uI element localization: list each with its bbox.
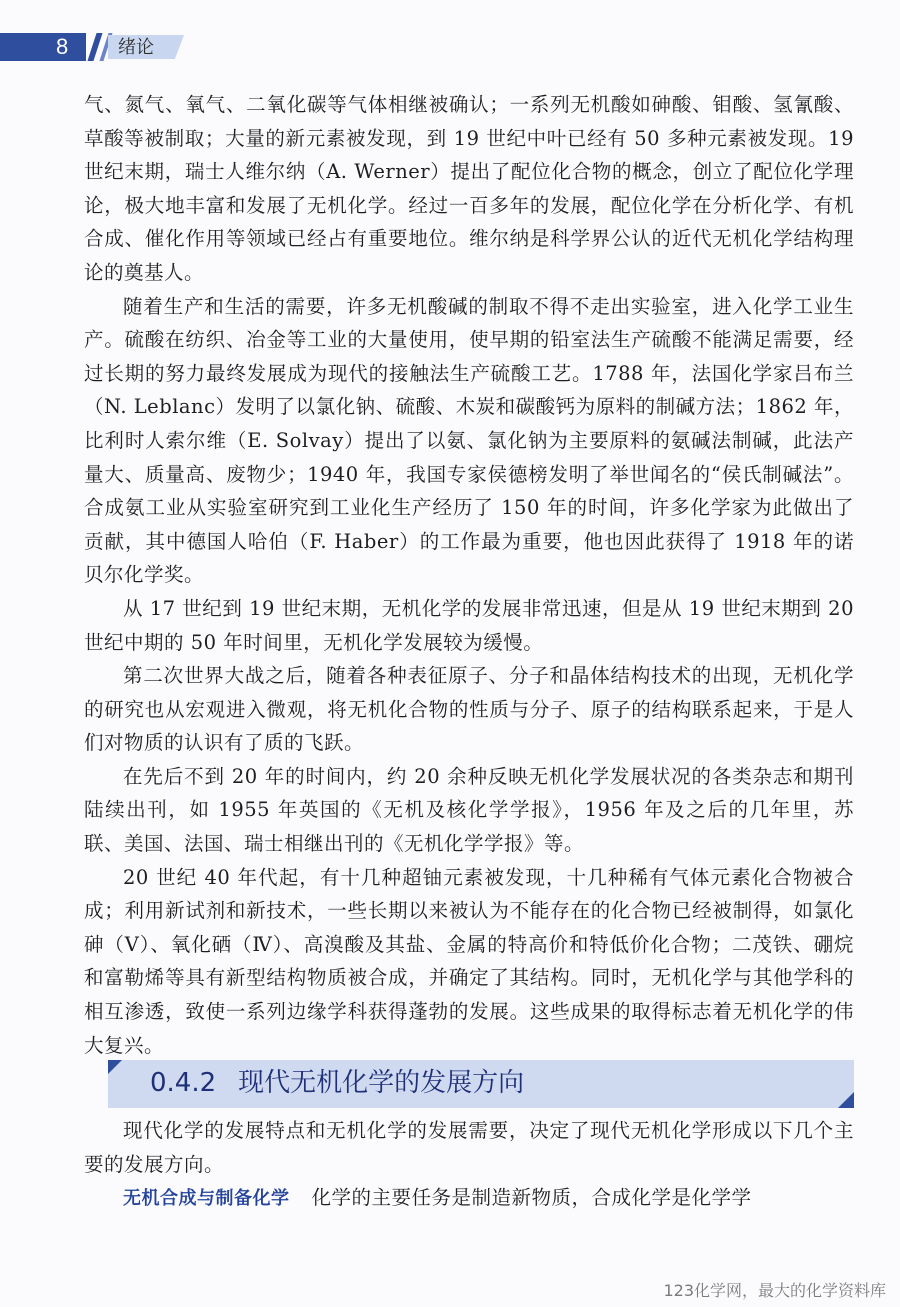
banner-corner-decoration	[838, 1092, 854, 1108]
section-banner	[108, 1060, 854, 1108]
section-body	[84, 1114, 854, 1216]
paragraph: 随着生产和生活的需要，许多无机酸碱的制取不得不走出实验室，进入化学工业生产。硫酸在纺织、冶金等工业的大量使用，使早期的铅室法生产硫酸不能满足需要，经过长期的努力最终发展成为现代的接触法生产硫酸工艺。1788 年，法国化学家吕布兰（N. Leblanc）发明了以氯化钠、硫酸、木炭和碳酸钙为原料的制碱方法；1862 年，比利时人索尔维（E. Solvay）提出了以氨、氯化钠为主要原料的氨碱法制碱，此法产量大、质量高、废物少；1940 年，我国专家侯德榜发明了举世闻名的“侯氏制碱法”。合成氨工业从实验室研究到工业化生产经历了 150 年的时间，许多化学家为此做出了贡献，其中德国人哈伯（F. Haber）的工作最为重要，他也因此获得了 1918 年的诺贝尔化学奖。	[84, 294, 854, 587]
paragraph: 在先后不到 20 年的时间内，约 20 余种反映无机化学发展状况的各类杂志和期刊陆续出刊，如 1955 年英国的《无机及核化学学报》，1956 年及之后的几年里，苏联、美国、法国、瑞士相继出刊的《无机化学学报》等。	[84, 764, 854, 856]
page-number-block	[0, 33, 86, 61]
paragraph: 现代化学的发展特点和无机化学的发展需要，决定了现代无机化学形成以下几个主要的发展方向。	[84, 1119, 854, 1176]
page-number: 8	[56, 34, 69, 59]
chapter-title: 绪论	[118, 37, 154, 58]
subsection-heading: 无机合成与制备化学	[123, 1188, 290, 1210]
section-number: 0.4.2	[150, 1068, 217, 1098]
subsection-text: 化学的主要任务是制造新物质，合成化学是化学学	[311, 1186, 752, 1210]
paragraph: 第二次世界大战之后，随着各种表征原子、分子和晶体结构技术的出现，无机化学的研究也从宏观进入微观，将无机化合物的性质与分子、原子的结构联系起来，于是人们对物质的认识有了质的飞跃。	[84, 664, 854, 755]
paragraph: 20 世纪 40 年代起，有十几种超铀元素被发现，十几种稀有气体元素化合物被合成；利用新试剂和新技术，一些长期以来被认为不能存在的化合物已经被制得，如氯化砷（Ⅴ）、氧化硒（Ⅳ）、高溴酸及其盐、金属的特高价和特低价化合物；二茂铁、硼烷和富勒烯等具有新型结构物质被合成，并确定了其结构。同时，无机化学与其他学科的相互渗透，致使一系列边缘学科获得蓬勃的发展。这些成果的取得标志着无机化学的伟大复兴。	[84, 865, 854, 1057]
paragraph: 从 17 世纪到 19 世纪末期，无机化学的发展非常迅速，但是从 19 世纪末期到 20 世纪中期的 50 年时间里，无机化学发展较为缓慢。	[84, 596, 854, 654]
paragraph	[84, 1181, 854, 1216]
banner-corner-decoration	[108, 1060, 122, 1074]
body-text	[84, 88, 854, 1062]
page-header	[0, 33, 900, 63]
section-heading	[150, 1066, 524, 1100]
paragraph: 气、氮气、氧气、二氧化碳等气体相继被确认；一系列无机酸如砷酸、钼酸、氢氰酸、草酸等被制取；大量的新元素被发现，到 19 世纪中叶已经有 50 多种元素被发现。19 世纪末期，瑞士人维尔纳（A. Werner）提出了配位化合物的概念，创立了配位化学理论，极大地丰富和发展了无机化学。经过一百多年的发展，配位化学在分析化学、有机合成、催化作用等领域已经占有重要地位。维尔纳是科学界公认的近代无机化学结构理论的奠基人。	[84, 93, 854, 284]
watermark-text: 123化学网，最大的化学资料库	[663, 1281, 886, 1300]
section-title: 现代无机化学的发展方向	[238, 1068, 525, 1098]
